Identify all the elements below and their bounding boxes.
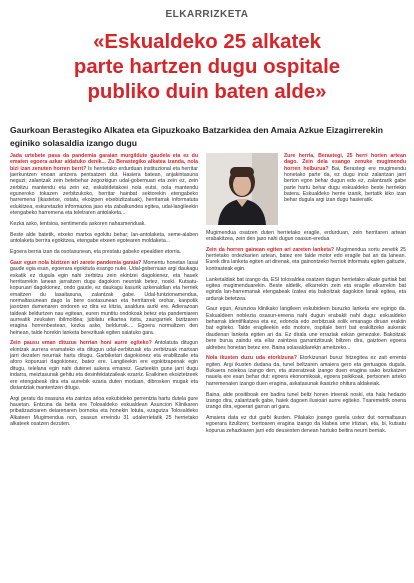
qa-block [10, 153, 198, 216]
question-text: Nola ikusten duzu uda etorkizuna? [206, 355, 297, 362]
headline-line-3: publiko duin baten alde» [87, 81, 327, 103]
qa-block [10, 340, 198, 391]
question-text: Zure herria, Berastegi, 25 herri horien artean dago. Zein dela esango zenuke mugimendu horren helburua? [284, 153, 406, 172]
answer-text: Amaiera data ez dut garbi ikusten. Pilakako joango garela ustez dut normaltasun egoerara itzultzen; txertoaren eragina izango da klabea ume irtizian, eta, bi, kutsatu kopurua zehazkiaren jarri edo deusesten denean hartuko beitira neurri berriak. [206, 415, 406, 434]
answer-text: Bai, Berastegi ere mugimendu honetako parte da, ez dugu inoiz zalantzan jarri berton egon behar dugun edo ez, zalantzarik gabe parte hartu behar dugu eskualdeko beste herriekin batera. Eskualdeko herrie izanik, bertatik kiko izan behar dugula argi izan dugu hasieratik. [284, 165, 406, 204]
headline [8, 30, 406, 105]
question-text: Gaur egun nola bizitzen ari zarete pandemia garaia? [10, 259, 142, 266]
portrait-illustration [206, 153, 278, 225]
qa-block [284, 153, 406, 204]
answer-text: Baina, alde positiboak ere badira tunel beltz honen irteerak noski, eta hala hedazio izango dira, zalantzarik gabe, haiek dagoen ilusioari aurre egiteko. Txaremetrik onena izango dira, egoerari garran ari gara. [206, 391, 406, 411]
answer-paragraph [206, 277, 406, 302]
interviewee-photo [206, 153, 278, 225]
answer-text: Momentu honetan lasai gaude egia esan, egoerara egokituta esango nuke. Udal-gobernuan argi daukagu eskatik ez dugula egin nahi zerbitzu zein ekintzei dagokienez, eta hauek herritarrekin lanean jarraitzen dugu dagokion neurriak betez, noski. Kutsatu-kopuruari dagokionez, ondo gaude, ez daukagu kasurik azkenaldian eta herriek emaitzen du lasaitasuna, zalantzak gabe. Udal-funtzionamendua, normaltasunean dago la bere osotasunean eta herritarrek orohar, kanpotik jasotzen dumenaren ondoren ez dira ez kitzia, asaldura aurki ere. Adierazoan taldeak beldurtzen nau egitean, euren muntitu ondokoak betez eta pandemiaren aurreatik zeukaten ibilmoldea; jubilatu elkartea itxita, zaurgarriek bizitzaren eragina horrenbestean, kezka asko, beldurrak.... Egoera normaltzen den heinean, talde horekin lanketa berezituak egiten saiatuko gara. [10, 259, 198, 336]
photo-row [206, 153, 406, 225]
headline-line-2: parte hartzen dugu ospitale [73, 56, 341, 78]
answer-paragraph [10, 232, 198, 245]
answer-text: Mugimendua sortu zenetik 25 herrietako ordezkarien artean, batez ere talde motor edo eragile bat ari da lanean. Eurek dira lanketa egiten ari direnak, eta gainontzeko herriok informatu egiten gaituzte, kontrasteak egin. [206, 246, 406, 272]
qa-block [206, 355, 406, 387]
answer-text: Lanketaldiak bat izango da, ESI tolosaldea osatzen dugun herrietako alkate gurtiak bat egitea mugimenduarekin. Beste aldetik, elkarrekin zein eta eragile elkarrekin bat eginda lan-harremanak etengabeak izatea eta bakoitzak dagokion lanak egitea, eta ardurak betetzea. [206, 276, 406, 302]
answer-paragraph [10, 396, 198, 428]
answer-paragraph [10, 221, 198, 227]
headline-line-1: «Eskualdeko 25 alkatek [93, 31, 321, 53]
question-text: Zein pausu eman dituzue herrian honi aurre egiteko? [10, 340, 152, 347]
first-right-block [284, 153, 406, 225]
answer-paragraph [206, 230, 406, 243]
answer-text: Gaur egun, Asunzioa klinikako langileen eskubideen buruzko lanketa ere egingo da. Eskualdeen noblezia osasun-ereena nahi dugun erabakit nahi dugu: eskualdeko beharrak identifikatzea eta ez, edonola edo zerbitzuak solik emanago diruan erakiin bat egiteko. Talde eragileekin edo motore, ospitale berri bat erakiltzeko aukerak daudenan lanketa egiten ari da. Ez dirala une erraziak eskan genezake. Bakoitzak bere burua zaindu eta ellar zaintzea garrantzitsuak biltzen dira, gaiztoen egoera aldrebes honetan betez ere. Baina solasaldiarekin ameitzeko... [206, 306, 406, 351]
qa-block [10, 260, 198, 336]
answer-text: Antolatuta ditugun ekintzak aurrera eramateko eta ditugun udal-zerbitzuak eta zerbitzuak martxan jarri dezaten neurriak hartu ditugu. Garbiketari dagokionez eta erabiltzaile eta aforo kopuruari dagokionez, batez ere. Langileekin ere egokitzapenak egin ditugu, telelana egin nahi dutenei aukera emanez. Gazteekin gune jarri dugu indarra, meiztasunak gehitu eta desinfektatzaileak ezarriz. Eraikinen ekoiztetzeek ere etengabeak dira eta aurrebik ezaria duten moduan, dibrosken mugak eta distantziak mantentzen ditugu. [10, 340, 199, 391]
answer-paragraph [10, 249, 198, 255]
answer-text: Beste alde batetik, etxeko martxa egokitu behar; lan-antolaketa, seme-alaben antolaketa berrira egokitzea, etengabe etxeen egotearen moldaketa... [10, 231, 198, 245]
answer-paragraph [206, 415, 406, 434]
answer-text: Egoera berria izan da osotasunean, eta prestatu gabeko epealdien etorria. [10, 248, 182, 255]
right-column-rest [206, 230, 406, 435]
answer-text: Is herrietako erdurduan instituzional eta herritar jaerkuntzen enoan antzera pentsatzen dut. Hasiera batean, anjakintasuna neguzi; zalantzak zein betebehar zegozkigun udal-gobernuari eta zein ez, zein zerbitzu mantendu eta zein ez, eskubidetakoei nola eutsi, nola mantendu eguneroko tokazen zerbitzukoko, herritar hainbat sektorekin etengabeko harremena (ikastetxe, ostatu, ekoizpen etxebizitzatuak), herritarrak informatuta edukitzea, eskuretazko informazioa jaso eta zabalkundea egitea, udal-langileekin etengabeko harremena eta teletraren antolaketa... [10, 165, 198, 217]
answer-text: Argi geratu da osasuna eta zaintza arloa eskubideko gerrentzia hartu dutela gure hauetan. Entzuna da beita ere Tolosaldeko eskualdean Asuncion Klinikaren pribatizazioaren deiarenaren bornoka eta honekin lotuta, ezagutza Tolosaldeko Alkateen Mugimendua non, osasun erreindu 31 udalerrietatik 25 herrietako alkateek osatzen dezuten. [10, 395, 198, 428]
qa-block [206, 247, 406, 272]
left-column [10, 153, 198, 432]
answer-text: Mugimendua osatzen duten herrietako eragile, erdurduan, zein herritaren artean erabakitzea, zein den jaso nahi dugun osasun-eredua [206, 229, 406, 242]
answer-text: Kezka asko, tentsioa, sentimendu askoren nahasmenduak. [10, 220, 146, 227]
right-column [206, 153, 406, 439]
answer-paragraph [206, 306, 406, 350]
section-label: ELKARRIZKETA [165, 9, 249, 20]
answer-paragraph [206, 392, 406, 411]
question-text: Jada urtebete pasa da pandemia garaian murgildute gaudela eta ez du ematen egoera azkar aldatuko denik... Zu Berastegiko alkatea izanda, nola bizi izan zenuten horren berri? [10, 153, 198, 172]
answer-text: Etorkizunari buruz hitzegitea ez zait errenta egiten. Argi ikusten dudana da, tunel beltzaren amaiera gero eta gertuagoa dugula. Bukaera noiekoa izango den, eta atzeratzeak izango duen eragina sako kezkatzen nauela ere esan behar dut: egoera ekonomikoak, egoera psikikoak, pertsonen arteko harremenaien izango duen eragina, askatasunak ikasizko ohitura aldakeiak. [206, 355, 406, 387]
lead-paragraph: Gaurkoan Berastegiko Alkatea eta Gipuzkoako Batzarkidea den Amaia Azkue Eizagirrerekin eginiko solasaldia izango dugu [10, 125, 384, 148]
question-text: Zein da horren gainean egiten ari zareten lanketa? [206, 246, 335, 253]
